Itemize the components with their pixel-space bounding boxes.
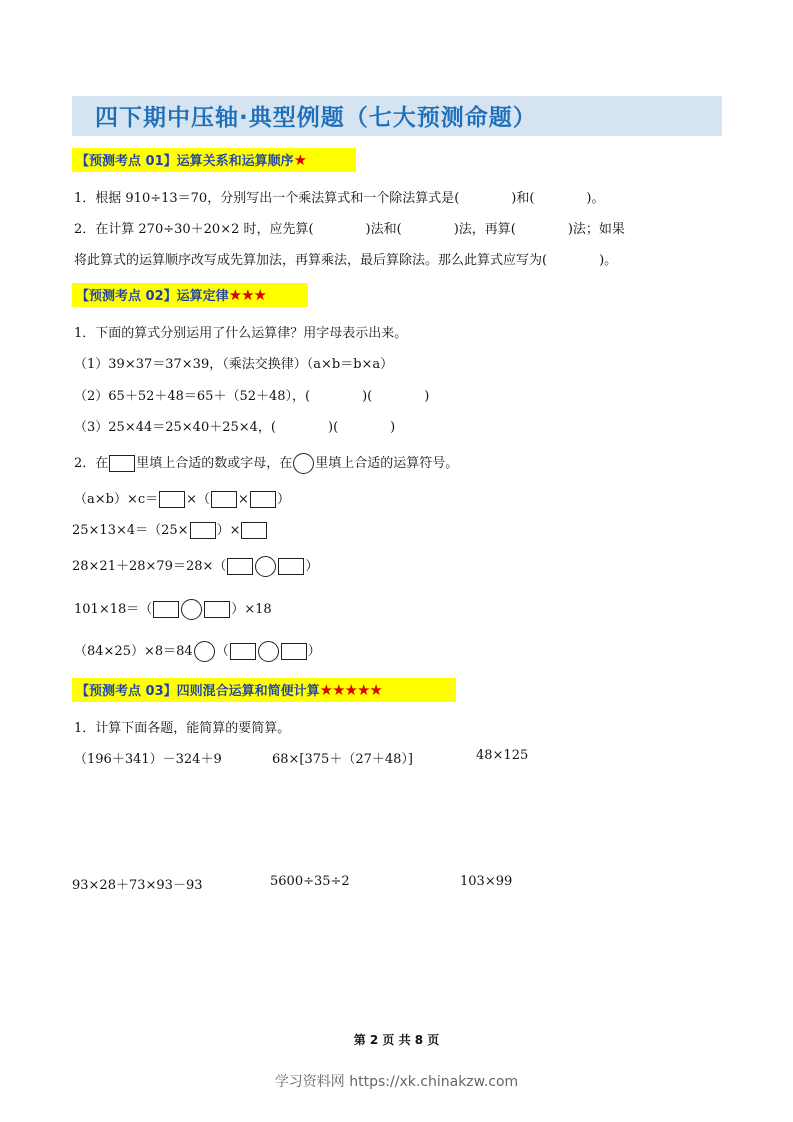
expression-row-5 <box>74 640 321 662</box>
answer-box[interactable] <box>227 558 253 575</box>
expr-text: ）×18 <box>231 602 272 617</box>
section-header-01 <box>72 148 356 172</box>
star-rating-icon: ★★★ <box>228 286 266 304</box>
star-rating-icon: ★ <box>293 151 307 169</box>
expr-text: ） <box>305 559 319 574</box>
question-1-2-line1: 2．在计算 270÷30＋20×2 时，应先算( )法和( )法，再算( )法；如果 <box>74 222 625 237</box>
answer-box[interactable] <box>153 601 179 618</box>
page-title: 四下期中压轴·典型例题（七大预测命题） <box>95 105 537 131</box>
expression-row-3 <box>72 555 318 577</box>
expr-text: 25×13×4＝（25× <box>72 523 189 538</box>
star-rating-icon: ★★★★★ <box>319 681 382 699</box>
question-2-1-part3: （3）25×44＝25×40＋25×4，( )( ) <box>74 420 396 435</box>
expr-text: 101×18＝（ <box>74 602 153 617</box>
question-1-2-line2: 将此算式的运算顺序改写成先算加法，再算乘法，最后算除法。那么此算式应写为( )。 <box>74 253 618 268</box>
calc-item-6: 103×99 <box>460 874 513 889</box>
source-watermark: 学习资料网 https://xk.chinakzw.com <box>274 1074 519 1090</box>
answer-circle[interactable] <box>181 599 202 620</box>
q2-text-b: 里填上合适的数或字母，在 <box>136 456 293 471</box>
answer-circle[interactable] <box>293 453 314 474</box>
q2-text-c: 里填上合适的运算符号。 <box>315 456 459 471</box>
answer-box[interactable] <box>250 491 276 508</box>
calc-item-2: 68×[375＋（27＋48）] <box>272 752 413 767</box>
expr-text: （84×25）×8＝84 <box>74 644 193 659</box>
question-3-1: 1．计算下面各题，能简算的要简算。 <box>74 721 291 736</box>
section-header-02 <box>72 283 308 307</box>
answer-circle[interactable] <box>255 556 276 577</box>
calc-item-4: 93×28＋73×93－93 <box>72 878 203 893</box>
calc-item-3: 48×125 <box>476 748 529 763</box>
question-2-1: 1．下面的算式分别运用了什么运算律？用字母表示出来。 <box>74 326 408 341</box>
expr-text: 28×21＋28×79＝28×（ <box>72 559 227 574</box>
calc-item-5: 5600÷35÷2 <box>270 874 350 889</box>
answer-circle[interactable] <box>258 641 279 662</box>
question-2-1-part1: （1）39×37＝37×39，（乘法交换律）（a×b＝b×a） <box>74 357 394 372</box>
page-number: 第 2 页 共 8 页 <box>353 1033 440 1047</box>
section-header-03-label: 【预测考点 03】四则混合运算和简便计算 <box>76 684 320 699</box>
answer-box[interactable] <box>278 558 304 575</box>
answer-circle[interactable] <box>194 641 215 662</box>
expr-text: （ <box>215 644 229 659</box>
expr-text: ） <box>307 644 321 659</box>
section-header-02-label: 【预测考点 02】运算定律 <box>76 289 229 304</box>
answer-box[interactable] <box>190 522 216 539</box>
q2-text-a: 2．在 <box>74 456 109 471</box>
calc-item-1: （196＋341）－324＋9 <box>74 752 222 767</box>
answer-box[interactable] <box>230 643 256 660</box>
expr-text: ） <box>276 492 290 507</box>
expression-row-4 <box>74 598 272 620</box>
expr-text: × <box>238 492 249 507</box>
expr-text: ×（ <box>186 492 211 507</box>
question-2-1-part2: （2）65＋52＋48＝65＋（52＋48），( )( ) <box>74 389 430 404</box>
question-1-1: 1．根据 910÷13＝70，分别写出一个乘法算式和一个除法算式是( )和( )。 <box>74 191 605 206</box>
answer-box[interactable] <box>211 491 237 508</box>
answer-box[interactable] <box>204 601 230 618</box>
expr-text: （a×b）×c＝ <box>74 492 159 507</box>
question-2-2 <box>74 452 458 474</box>
expr-text: ）× <box>216 523 241 538</box>
answer-box[interactable] <box>241 522 267 539</box>
section-header-01-label: 【预测考点 01】运算关系和运算顺序 <box>76 154 294 169</box>
answer-box[interactable] <box>109 455 135 472</box>
expression-row-2 <box>72 519 268 539</box>
section-header-03 <box>72 678 456 702</box>
expression-row-1 <box>74 488 290 508</box>
answer-box[interactable] <box>159 491 185 508</box>
answer-box[interactable] <box>281 643 307 660</box>
